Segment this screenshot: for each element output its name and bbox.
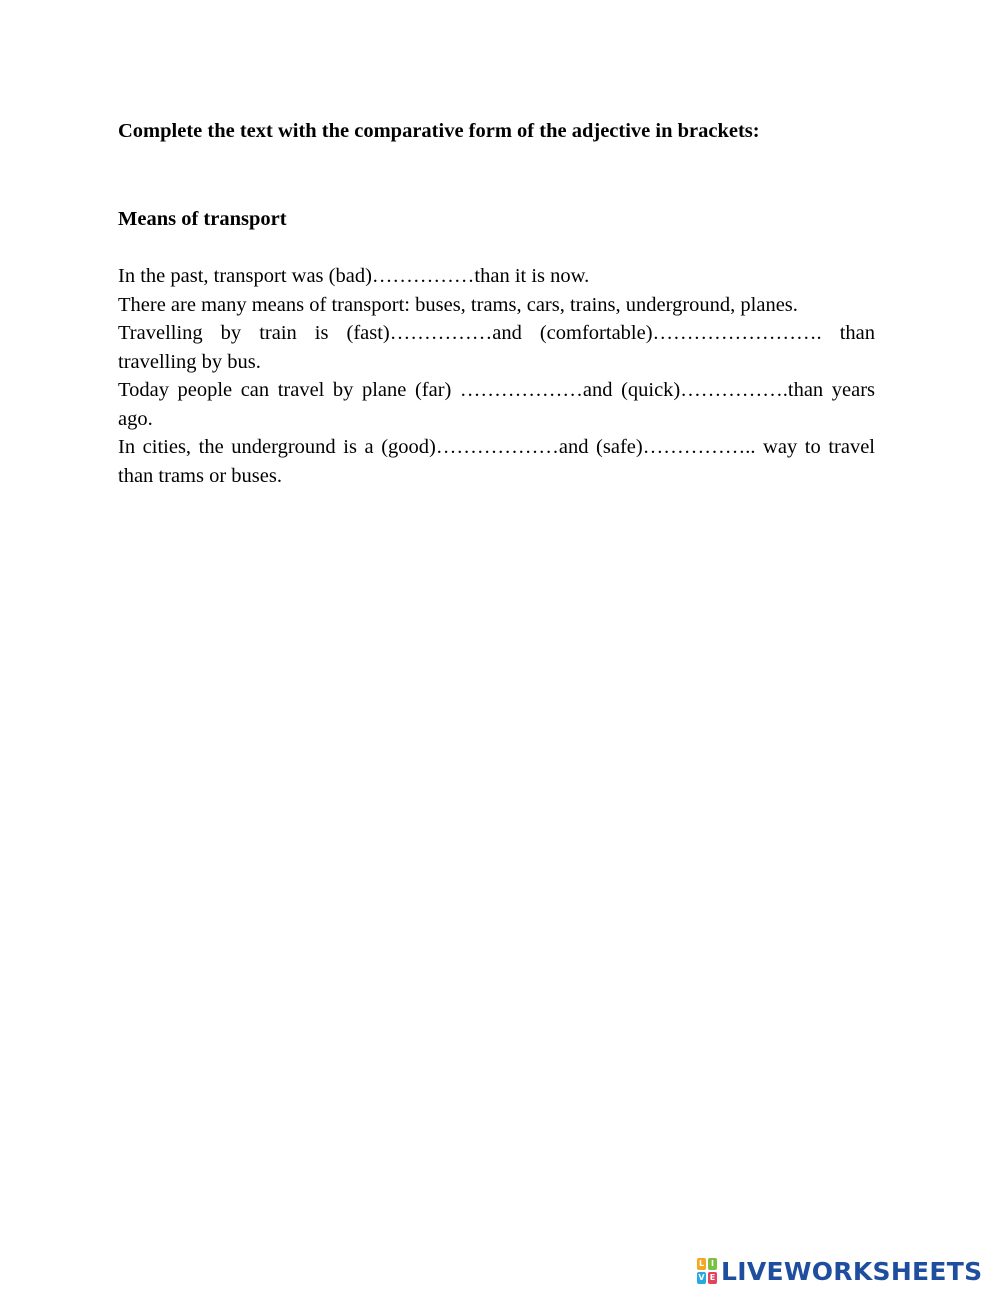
liveworksheets-logo bbox=[697, 1255, 982, 1287]
section-title: Means of transport bbox=[118, 208, 287, 230]
logo-tile-i: I bbox=[708, 1258, 717, 1270]
logo-tile-l: L bbox=[698, 1259, 705, 1268]
exercise-line-4: Today people can travel by plane (far) ………………and (quick)…………….than years ago. bbox=[118, 379, 875, 430]
exercise-line-5: In cities, the underground is a (good)………………and (safe)…………….. way to travel than trams or buses. bbox=[118, 436, 875, 487]
logo-tile-v: V bbox=[698, 1273, 705, 1282]
logo-tile-e: E bbox=[709, 1273, 716, 1282]
instruction-heading: Complete the text with the comparative form of the adjective in brackets: bbox=[118, 120, 760, 142]
logo-wordmark: LIVEWORKSHEETS bbox=[721, 1256, 983, 1286]
exercise-line-3: Travelling by train is (fast)……………and (comfortable)……………………. than travelling by bus. bbox=[118, 322, 875, 373]
exercise-text bbox=[118, 262, 875, 490]
logo-mark-icon bbox=[697, 1258, 717, 1284]
exercise-line-2: There are many means of transport: buses, trams, cars, trains, underground, planes. bbox=[118, 293, 798, 316]
exercise-line-1: In the past, transport was (bad)……………than it is now. bbox=[118, 265, 590, 287]
